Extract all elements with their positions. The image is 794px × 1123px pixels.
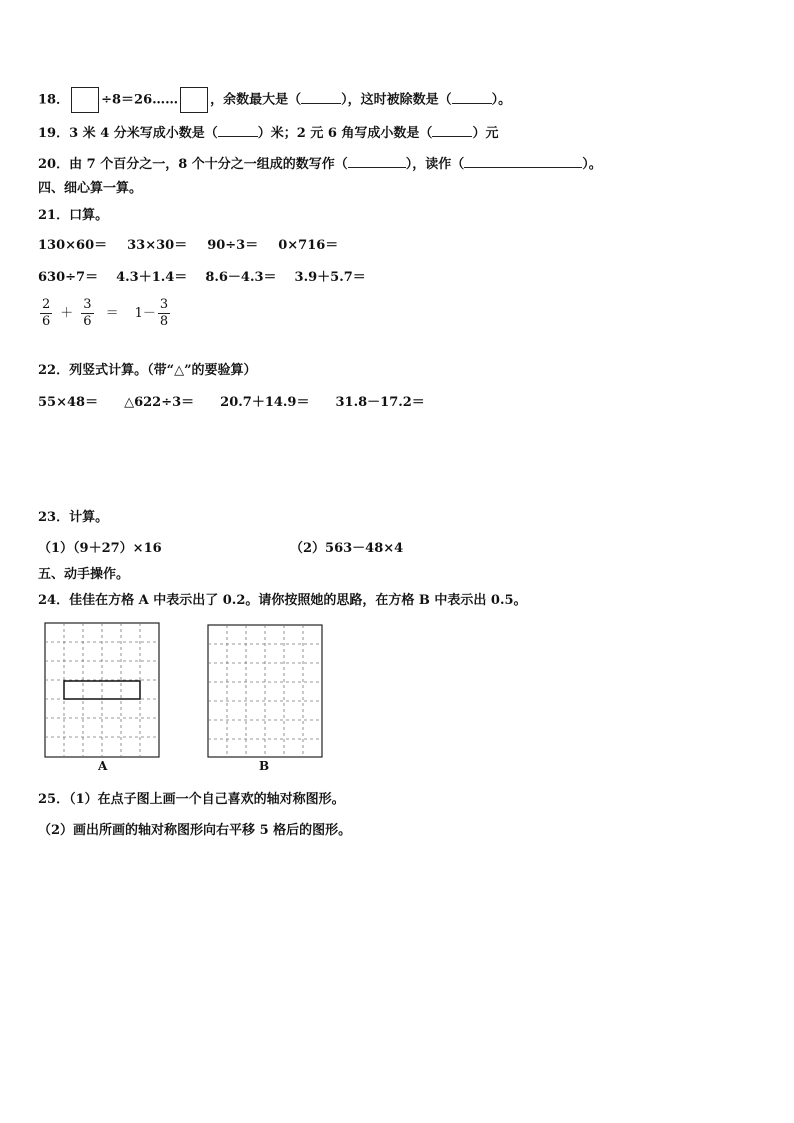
question-21-title: 21．口算。 [38, 208, 109, 223]
fraction [158, 297, 170, 330]
fraction-denominator: 6 [83, 314, 92, 329]
q23-item-1: （1）（9＋27）×16 [38, 541, 162, 556]
grid-b-label: B [259, 759, 270, 773]
q19-text-2: ）米；2 元 6 角写成小数是（ [257, 126, 433, 141]
calc-item: 33×30＝ [127, 238, 188, 253]
calc-item: 31.8－17.2＝ [335, 395, 425, 410]
question-20 [38, 155, 602, 174]
q22-items [38, 394, 425, 412]
q21-row-3 [38, 297, 172, 331]
calc-item: 55×48＝ [38, 395, 99, 410]
fraction-numerator: 3 [159, 297, 169, 312]
calc-item: 0×716＝ [278, 238, 339, 253]
q21-row-2 [38, 269, 366, 287]
calc-item: 90÷3＝ [207, 238, 259, 253]
answer-box[interactable] [71, 87, 99, 113]
question-24: 24．佳佳在方格 A 中表示出了 0.2。请你按照她的思路，在方格 B 中表示出 0.5。 [38, 593, 527, 608]
equals-sign: ＝ [105, 306, 119, 321]
q19-text: 19．3 米 4 分米写成小数是（ [38, 126, 218, 141]
section-heading-4: 四、细心算一算。 [38, 181, 143, 196]
calc-item: 130×60＝ [38, 238, 108, 253]
calc-item: 20.7＋14.9＝ [220, 395, 310, 410]
grid-a-label: A [98, 759, 108, 773]
q18-text-2: ），这时被除数是（ [341, 92, 452, 108]
q20-text-2: ），读作（ [405, 157, 465, 172]
grid-b[interactable] [207, 624, 323, 758]
calc-item: 8.6－4.3＝ [205, 270, 277, 285]
q20-text: 20．由 7 个百分之一，8 个十分之一组成的数写作（ [38, 157, 348, 172]
fraction [40, 297, 52, 330]
answer-blank[interactable] [218, 124, 258, 137]
answer-blank[interactable] [464, 155, 582, 168]
question-18 [38, 87, 511, 113]
whole-minus: 1－ [134, 306, 156, 321]
grid-a [44, 622, 160, 758]
question-25-line-2: （2）画出所画的轴对称图形向右平移 5 格后的图形。 [38, 823, 352, 838]
question-23-title: 23．计算。 [38, 510, 109, 525]
answer-blank[interactable] [432, 124, 472, 137]
fraction-denominator: 6 [42, 314, 51, 329]
calc-item: 3.9＋5.7＝ [294, 270, 366, 285]
section-heading-5: 五、动手操作。 [38, 567, 130, 582]
fraction-denominator: 8 [159, 314, 169, 329]
q18-text: ，余数最大是（ [210, 92, 302, 108]
q20-text-3: ）。 [582, 157, 602, 172]
fraction-numerator: 3 [83, 297, 92, 312]
question-22-title: 22．列竖式计算。（带“△”的要验算） [38, 363, 257, 378]
q18-number: 18． [38, 92, 70, 108]
q21-row-1 [38, 237, 338, 255]
answer-blank[interactable] [301, 91, 341, 104]
q23-item-2: （2）563－48×4 [290, 541, 404, 556]
answer-box[interactable] [180, 87, 208, 113]
fraction [81, 297, 93, 330]
answer-blank[interactable] [348, 155, 406, 168]
calc-item: 4.3＋1.4＝ [116, 270, 188, 285]
question-19 [38, 124, 498, 143]
q18-text-3: ）。 [491, 92, 512, 108]
plus-operator: ＋ [60, 306, 74, 321]
answer-blank[interactable] [452, 91, 492, 104]
question-25-line-1: 25．（1）在点子图上画一个自己喜欢的轴对称图形。 [38, 792, 345, 807]
calc-item: △622÷3＝ [124, 395, 195, 410]
fraction-numerator: 2 [42, 297, 51, 312]
q18-expression: ÷8＝26…… [101, 92, 179, 108]
q19-text-3: ）元 [472, 126, 499, 141]
calc-item: 630÷7＝ [38, 270, 99, 285]
